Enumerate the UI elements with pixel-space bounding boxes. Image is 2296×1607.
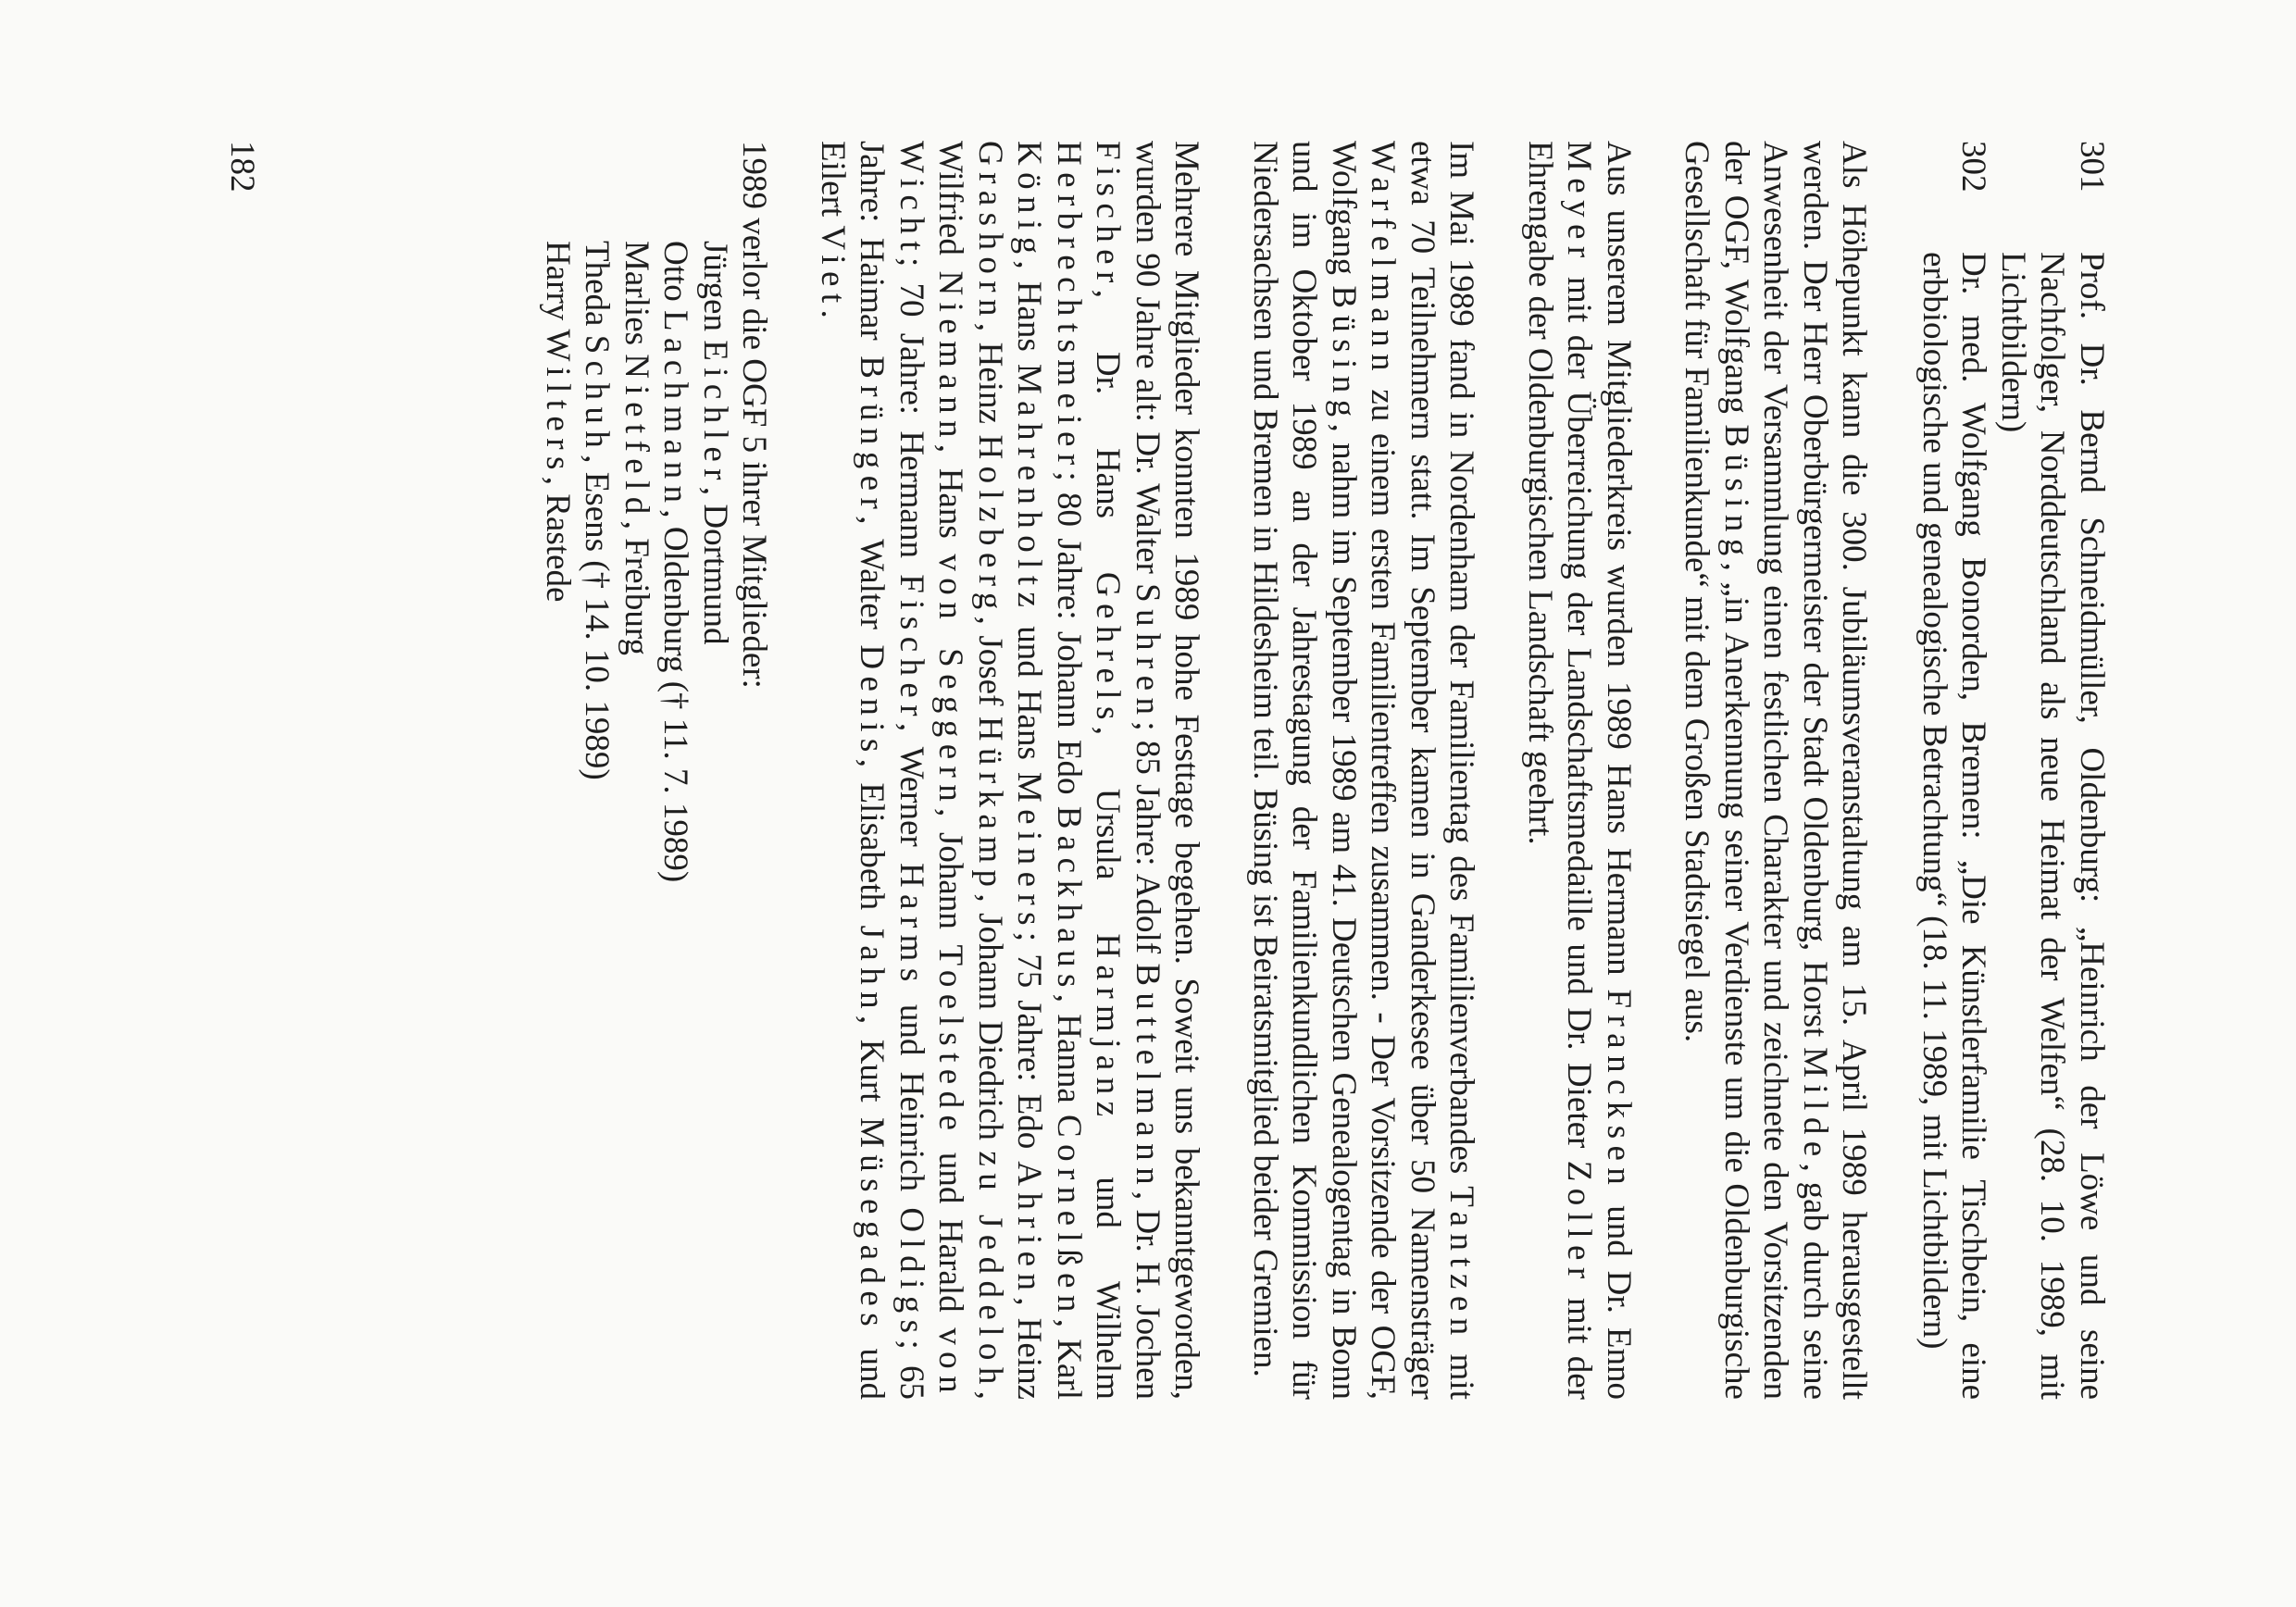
paragraph-text: , Elisabeth: [853, 758, 892, 926]
lecture-entry: [1915, 141, 1993, 1400]
paragraph-text: zu einem ersten Familientreffen zusammen. - Der Vorsitzende der OGF, Wolfgang: [1325, 141, 1403, 1400]
member-last-name: Lachmann: [656, 310, 695, 510]
paragraph-text: , Dr. Hans: [1089, 289, 1128, 572]
deceased-member: [577, 241, 617, 1400]
person-name: Zoller: [1560, 1160, 1599, 1286]
person-name: Fischer: [892, 574, 930, 723]
paragraph-text: ; 70 Jahre: Hermann: [892, 256, 930, 575]
person-name: Grashorn: [971, 141, 1009, 323]
person-name: Toelstede: [931, 944, 970, 1138]
person-name: Meyer: [1560, 141, 1599, 265]
person-name: Tantzen: [1442, 1186, 1481, 1342]
paragraph-text: , Hanna: [1050, 993, 1088, 1115]
lecture-text: Dr. med. Wolfgang Bonorden, Bremen: „Die Künstlerfamilie Tischbein, eine erbbiologische und genealogische Betrachtung“ (18. 11. 1989, mit Lichtbildern): [1915, 252, 1993, 1400]
person-name: König: [1010, 141, 1049, 261]
paragraph-text: , Johann: [931, 808, 970, 945]
paragraph-text: und Hans: [1010, 614, 1049, 772]
person-name: von Wicht: [892, 141, 970, 1400]
paragraph-text: ; 85 Jahre: Adolf: [1129, 721, 1167, 964]
member-last-name: Nietfeld: [618, 354, 655, 521]
member-details: , Dortmund: [696, 486, 734, 645]
paragraph-text: , Dr. H. Jochen: [1129, 1191, 1167, 1401]
person-name: Meiners: [1010, 771, 1049, 932]
paragraph-honours: [1520, 141, 1639, 1400]
deceased-member: [538, 241, 578, 1400]
lecture-number: 301: [2073, 141, 2111, 193]
paragraph-text: und Eilert: [814, 141, 892, 1400]
person-name: Büsing: [1325, 285, 1363, 424]
paragraph-text: Aus unserem Mitgliederkreis wurden 1989 Hans Hermann: [1600, 141, 1638, 990]
paragraph-text: , Kurt: [853, 1015, 892, 1117]
person-name: Holzberg: [971, 434, 1009, 617]
paragraph-text: und Harald: [931, 1137, 970, 1328]
deceased-member: [695, 241, 735, 1400]
deaths-intro: 1989 verlor die OGF 5 ihrer Mitglieder:: [735, 141, 774, 689]
paragraph-text: , Karl: [1050, 1318, 1088, 1400]
paragraph-text: , Johann Diedrich: [971, 893, 1009, 1152]
text-column: [538, 141, 2112, 1400]
paragraph-text: , Ursula: [1089, 726, 1128, 934]
paragraph-text: , Heinz: [971, 322, 1009, 435]
paragraph-text: , Werner: [892, 722, 930, 864]
person-name: Büsing: [1717, 424, 1755, 563]
paragraph-text: , „in Anerkennung seiner Verdienste um die Oldenburgische Gesellschaft für Familienkunde“ mit dem Großen Stadtsiegel aus.: [1678, 141, 1755, 1400]
person-name: Viet: [814, 225, 852, 310]
lecture-number: 302: [1954, 141, 1993, 193]
person-name: von Seggern: [931, 554, 970, 809]
person-name: Harms: [892, 863, 930, 989]
person-name: Milde: [1796, 1047, 1834, 1164]
paragraph-text: .: [814, 309, 852, 318]
person-name: Herbrechtsmeier: [1050, 141, 1088, 472]
member-details: , Freiburg: [618, 520, 655, 655]
paragraph-text: , Walter: [853, 516, 892, 645]
person-name: Niemann: [931, 270, 970, 444]
person-name: Warfelmann: [1364, 141, 1403, 378]
member-last-name: Eichler: [696, 340, 734, 487]
paragraph-familientag: [1245, 141, 1481, 1400]
person-name: Cornelßen: [1050, 1115, 1088, 1319]
paragraph-text: und Dr. Enno: [1600, 1191, 1638, 1400]
paragraph-jubilee: [1677, 141, 1874, 1400]
person-name: Brünger: [853, 355, 892, 517]
member-last-name: Schuh: [578, 334, 617, 455]
paragraph-text: , nahm im September 1989 am 41. Deutschen Genealogentag in Bonn und im Oktober 1989 an der Jahrestagung der Familienkundlichen Kommission für Niedersachsen und Bremen in Hildesheim teil. Büsing ist Beiratsmitglied beider Gremien.: [1246, 141, 1363, 1400]
member-details: , Oldenburg († 11. 7. 1989): [656, 509, 695, 883]
person-name: Suhren: [1129, 583, 1167, 722]
paragraph-text: , Heinz: [1010, 1297, 1049, 1400]
person-name: Ahrien: [1010, 1161, 1049, 1298]
paragraph-text: , Wilfried: [931, 141, 1009, 1400]
paragraph-text: mit der Überreichung der Landschaftsmedaille und Dr. Dieter: [1560, 264, 1599, 1161]
member-first-name: Marlies: [618, 241, 655, 355]
person-name: Mahrenholtz: [1010, 363, 1049, 615]
lecture-text: Prof. Dr. Bernd Schneidmüller, Oldenburg: „Heinrich der Löwe und seine Nachfolger, Norddeutschland als neue Heimat der Welfen“ (28. 10. 1989, mit Lichtbildern): [1994, 252, 2111, 1400]
paragraph-text: ; 65 Jahre: Haimar: [853, 141, 930, 1401]
person-name: Denis: [853, 644, 892, 759]
person-name: Francksen: [1600, 989, 1638, 1192]
deceased-member: [617, 241, 656, 1400]
member-details: , Esens († 14. 10. 1989): [578, 455, 617, 780]
deaths-list: [538, 241, 735, 1400]
member-last-name: Wilters: [539, 329, 577, 477]
person-name: Backhaus: [1050, 805, 1088, 994]
paragraph-text: ; 80 Jahre: Johann Edo: [1050, 471, 1088, 806]
person-name: zu Jeddeloh: [971, 1151, 1009, 1391]
deaths-section: [538, 141, 774, 1400]
person-name: Buttelmann: [1129, 963, 1167, 1191]
paragraph-text: und Wilhelm: [1089, 1123, 1128, 1400]
person-name: Müsegades: [853, 1116, 892, 1334]
member-first-name: Harry: [539, 241, 577, 330]
member-first-name: Otto: [656, 241, 695, 311]
member-first-name: Theda: [578, 241, 617, 335]
paragraph-text: Im Mai 1989 fand in Nordenham der Familientag des Familienverbandes: [1442, 141, 1481, 1187]
member-first-name: Jürgen: [696, 241, 734, 341]
paragraph-text: ; 75 Jahre: Edo: [1010, 931, 1049, 1162]
paragraph-text: und Heinrich: [892, 988, 930, 1208]
person-name: Jahn: [853, 925, 892, 1015]
paragraph-text: , gab durch seine Anwesenheit der Versammlung einen festlichen Charakter und zeichnete den Vorsitzenden der OGF, Wolfgang: [1717, 141, 1834, 1400]
deceased-member: [655, 241, 695, 1400]
person-name: Oldigs: [892, 1207, 930, 1340]
paragraph-text: Mehrere Mitglieder konnten 1989 hohe Festtage begehen. Soweit uns bekanntgeworden, wurden 90 Jahre alt: Dr. Walter: [1129, 141, 1206, 1400]
person-name: Harmjanz: [1089, 933, 1128, 1124]
paragraph-birthdays: [813, 141, 1206, 1400]
paragraph-text: , Hans: [931, 443, 970, 554]
member-details: , Rastede: [539, 476, 577, 603]
lecture-list: [1915, 141, 2112, 1400]
person-name: Fischer: [1089, 141, 1128, 290]
paragraph-text: , Hans: [1010, 260, 1049, 364]
page-number: 182: [223, 141, 261, 193]
lecture-entry: [1993, 141, 2112, 1400]
person-name: Gehrels: [1089, 571, 1128, 727]
paragraph-text: Als Höhepunkt kann die 300. Jubiläumsveranstaltung am 15. April 1989 herausgestellt werden. Der Herr Oberbürgermeister der Stadt Oldenburg, Horst: [1796, 141, 1874, 1400]
paragraph-text: mit etwa 70 Teilnehmern statt. Im September kamen in Ganderkesee über 50 Namensträger: [1404, 141, 1481, 1400]
person-name: Hürkamp: [971, 716, 1009, 894]
paragraph-text: mit der Ehrengabe der Oldenburgischen Landschaft geehrt.: [1521, 141, 1599, 1400]
paragraph-text: , Josef: [971, 616, 1009, 716]
